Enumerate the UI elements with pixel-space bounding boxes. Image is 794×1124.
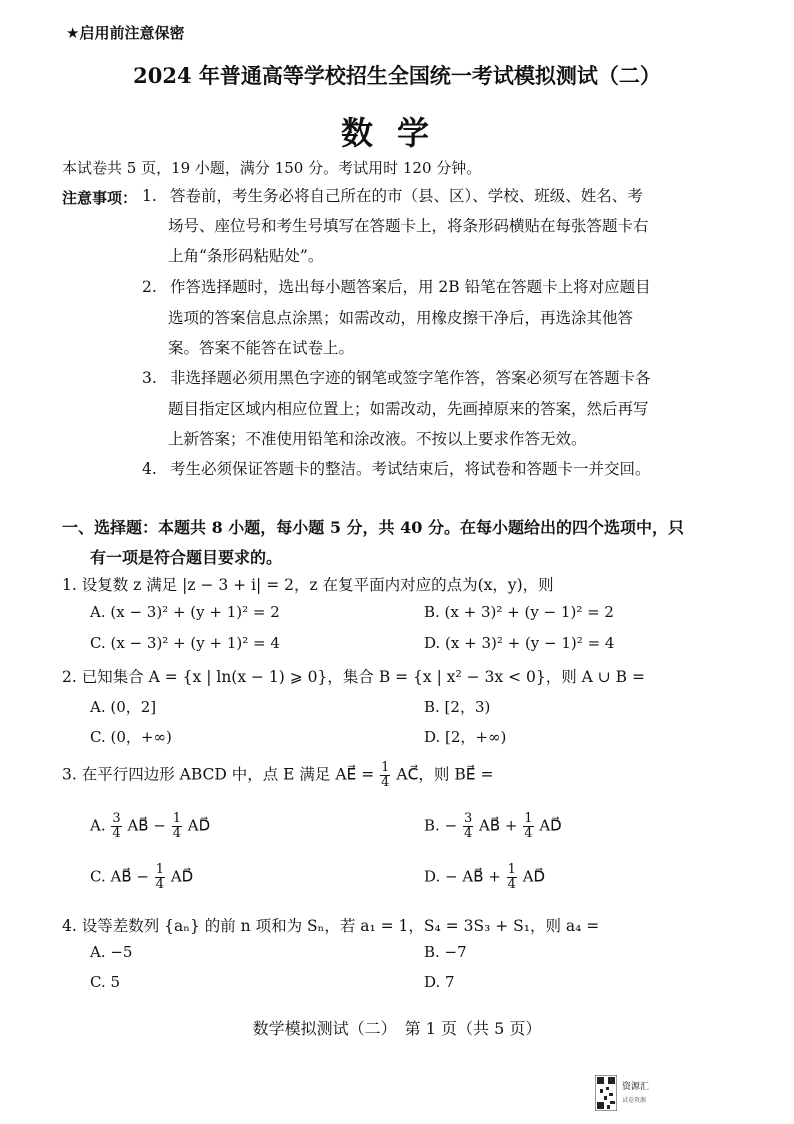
section-heading: 有一项是符合题目要求的。 <box>90 548 283 567</box>
question-3-option-c: C. AB⃗ − $\frac{1}{4}$ AD⃗ <box>90 862 194 892</box>
question-3-stem-start: 3. 在平行四边形 ABCD 中，点 E 满足 AE⃗ = <box>62 765 375 784</box>
section-heading: 一、选择题：本题共 8 小题，每小题 5 分，共 40 分。在每小题给出的四个选项中，只 <box>62 518 684 537</box>
fraction-three-quarters: $\frac{3}{4}$ <box>463 811 473 841</box>
fraction-one-quarter: $\frac{1}{4}$ <box>155 862 165 892</box>
fraction-three-quarters: $\frac{3}{4}$ <box>112 811 121 841</box>
fraction-one-quarter: $\frac{1}{4}$ <box>172 811 181 841</box>
confidential-mark: ★启用前注意保密 <box>66 24 185 42</box>
fraction-one-quarter: $\frac{1}{4}$ <box>381 760 390 790</box>
notice-label: 注意事项： <box>62 189 138 207</box>
page-footer: 数学模拟测试（二） 第 1 页（共 5 页） <box>252 1019 542 1038</box>
fraction-one-quarter: $\frac{1}{4}$ <box>507 862 516 892</box>
question-1-stem: 1. 设复数 z 满足 |z − 3 + i| = 2，z 在复平面内对应的点为(x，y)，则 <box>62 576 554 594</box>
question-2-option-d: D. [2，+∞) <box>424 728 507 746</box>
question-2-stem: 2. 已知集合 A = {x | ln(x − 1) ⩾ 0}，集合 B = {x | x² − 3x < 0}，则 A ∪ B = <box>62 668 645 686</box>
question-1-option-a: A. (x − 3)² + (y + 1)² = 2 <box>90 603 280 621</box>
question-2-option-a: A. (0，2] <box>90 698 157 716</box>
question-4-stem: 4. 设等差数列 {aₙ} 的前 n 项和为 Sₙ，若 a₁ = 1，S₄ = 3S₃ + S₁，则 a₄ = <box>62 917 600 935</box>
notice-number: 4. <box>142 460 157 478</box>
notice-line: 考生必须保证答题卡的整洁。考试结束后，将试卷和答题卡一并交回。 <box>170 460 651 478</box>
notice-line: 题目指定区域内相应位置上；如需改动，先画掉原来的答案，然后再写 <box>168 400 649 418</box>
question-2-option-c: C. (0，+∞) <box>90 728 172 746</box>
question-2-option-b: B. [2，3) <box>424 698 491 716</box>
question-3-stem-end: AC⃗，则 BE⃗ = <box>396 765 494 784</box>
exam-title: 2024 年普通高等学校招生全国统一考试模拟测试（二） <box>133 63 661 88</box>
question-4-option-c: C. 5 <box>90 973 121 991</box>
question-4-option-d: D. 7 <box>424 973 455 991</box>
question-1-option-d: D. (x + 3)² + (y − 1)² = 4 <box>424 634 615 652</box>
question-1-option-b: B. (x + 3)² + (y − 1)² = 2 <box>424 603 614 621</box>
notice-line: 上角“条形码粘贴处”。 <box>168 247 324 265</box>
exam-intro: 本试卷共 5 页，19 小题，满分 150 分。考试用时 120 分钟。 <box>62 159 482 177</box>
qr-sublabel: 试卷资源 <box>622 1097 647 1104</box>
subject-title: 数学 <box>340 114 453 152</box>
notice-line: 作答选择题时，选出每小题答案后，用 2B 铅笔在答题卡上将对应题目 <box>170 278 651 296</box>
question-1-option-c: C. (x − 3)² + (y + 1)² = 4 <box>90 634 280 652</box>
notice-number: 1. <box>142 187 157 205</box>
qr-label: 资源汇 <box>622 1082 650 1092</box>
notice-line: 答卷前，考生务必将自己所在的市（县、区）、学校、班级、姓名、考 <box>170 187 643 205</box>
notice-line: 非选择题必须用黑色字迹的钢笔或签字笔作答，答案必须写在答题卡各 <box>170 369 651 387</box>
question-3-stem <box>62 761 493 790</box>
notice-number: 3. <box>142 369 157 387</box>
fraction-one-quarter: $\frac{1}{4}$ <box>524 811 533 841</box>
notice-line: 选项的答案信息点涂黑；如需改动，用橡皮擦干净后，再选涂其他答 <box>168 309 634 327</box>
qr-code-icon <box>595 1075 617 1111</box>
notice-line: 场号、座位号和考生号填写在答题卡上，将条形码横贴在每张答题卡右 <box>168 217 649 235</box>
question-4-option-b: B. −7 <box>424 943 467 961</box>
question-3-option-a: A. $\frac{3}{4}$ AB⃗ − $\frac{1}{4}$ AD⃗ <box>90 811 211 841</box>
notice-line: 上新答案；不准使用铅笔和涂改液。不按以上要求作答无效。 <box>168 430 587 448</box>
question-3-option-d: D. − AB⃗ + $\frac{1}{4}$ AD⃗ <box>424 862 546 892</box>
question-4-option-a: A. −5 <box>90 943 133 961</box>
notice-line: 案。答案不能答在试卷上。 <box>168 339 355 357</box>
question-3-option-b: B. − $\frac{3}{4}$ AB⃗ + $\frac{1}{4}$ AD⃗ <box>424 811 562 841</box>
notice-number: 2. <box>142 278 157 296</box>
